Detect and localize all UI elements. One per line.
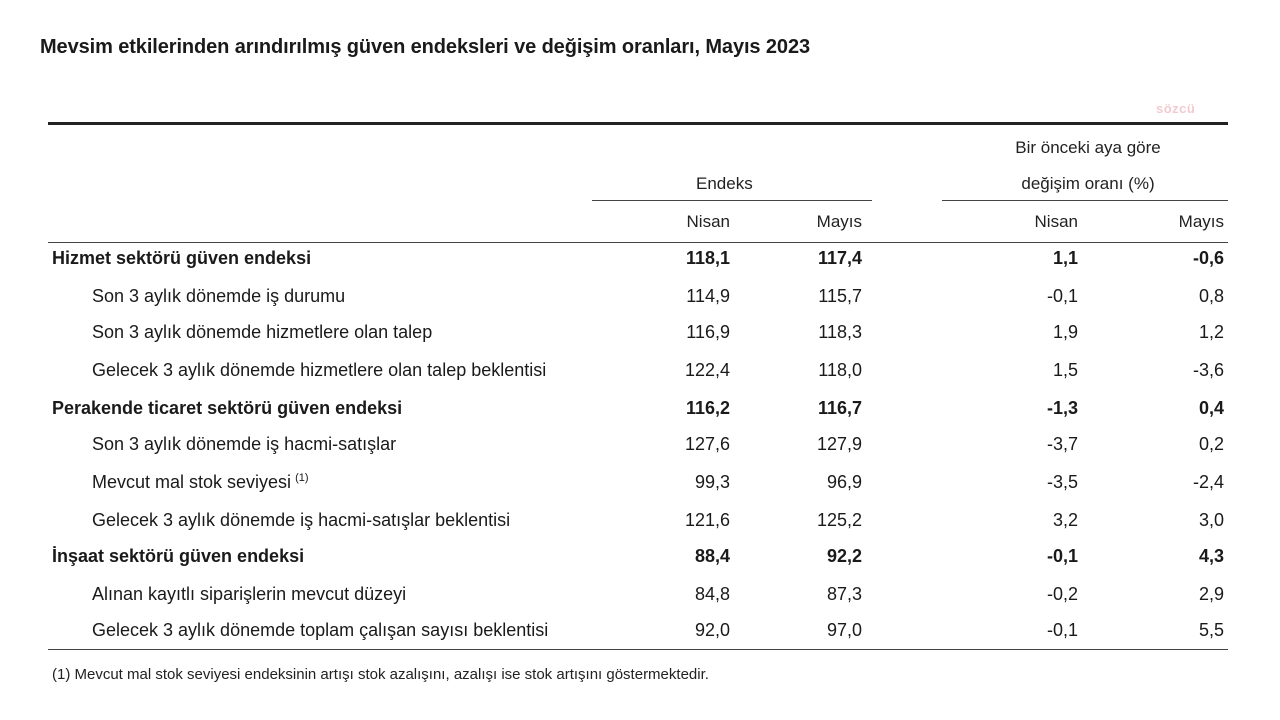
- cell-mayis: 125,2: [816, 510, 862, 530]
- table-top-rule: [48, 122, 1228, 125]
- cell-chg-mayis: 0,4: [1198, 398, 1224, 418]
- table-row: [0, 546, 1280, 584]
- row-label: Hizmet sektörü güven endeksi: [52, 248, 312, 268]
- cell-chg-mayis: -2,4: [1192, 472, 1224, 492]
- cell-nisan: 118,1: [685, 248, 730, 268]
- table-row: [0, 360, 1280, 398]
- cell-mayis: 118,0: [818, 360, 862, 380]
- cell-nisan: 121,6: [684, 510, 730, 530]
- row-label: Son 3 aylık dönemde iş hacmi-satışlar: [92, 434, 397, 454]
- header-change-line2: değişim oranı (%): [1021, 174, 1155, 193]
- watermark-logo: sözcü: [1156, 101, 1196, 116]
- cell-chg-nisan: -1,3: [1046, 398, 1078, 418]
- row-label: Alınan kayıtlı siparişlerin mevcut düzeyi: [92, 584, 407, 604]
- cell-nisan: 127,6: [684, 434, 730, 454]
- cell-mayis: 116,7: [817, 398, 862, 418]
- table-row: [0, 434, 1280, 472]
- header-bottom-rule: [48, 242, 1228, 243]
- cell-chg-nisan: -3,7: [1046, 434, 1078, 454]
- cell-mayis: 118,3: [818, 322, 862, 342]
- table-row: [0, 584, 1280, 622]
- cell-nisan: 116,2: [685, 398, 730, 418]
- cell-mayis: 97,0: [826, 620, 862, 640]
- footnote-marker: (1): [295, 472, 309, 484]
- cell-chg-nisan: -0,1: [1046, 546, 1078, 566]
- cell-chg-nisan: 1,1: [1052, 248, 1078, 268]
- change-group-rule: [942, 200, 1228, 201]
- cell-nisan: 114,9: [686, 286, 730, 306]
- row-label: Gelecek 3 aylık dönemde toplam çalışan sayısı beklentisi: [92, 620, 549, 640]
- cell-nisan: 122,4: [684, 360, 730, 380]
- header-col-chg-mayis: Mayıs: [1178, 212, 1224, 231]
- header-col-chg-nisan: Nisan: [1034, 212, 1078, 231]
- table-bottom-rule: [48, 649, 1228, 650]
- table-row: [0, 620, 1280, 658]
- row-label: [92, 472, 309, 493]
- cell-chg-mayis: 5,5: [1198, 620, 1224, 640]
- cell-chg-mayis: 1,2: [1198, 322, 1224, 342]
- cell-chg-nisan: -3,5: [1046, 472, 1078, 492]
- header-endeks: Endeks: [696, 174, 753, 193]
- header-col-nisan: Nisan: [686, 212, 730, 231]
- cell-nisan: 84,8: [694, 584, 730, 604]
- cell-chg-nisan: -0,1: [1046, 620, 1078, 640]
- cell-mayis: 117,4: [817, 248, 862, 268]
- row-label: İnşaat sektörü güven endeksi: [52, 546, 305, 566]
- cell-chg-nisan: -0,1: [1046, 286, 1078, 306]
- row-label-text: Mevcut mal stok seviyesi: [92, 472, 292, 492]
- header-change-line1: Bir önceki aya göre: [1015, 138, 1161, 157]
- cell-mayis: 87,3: [826, 584, 862, 604]
- cell-mayis: 92,2: [826, 546, 862, 566]
- cell-chg-nisan: -0,2: [1046, 584, 1078, 604]
- row-label: Gelecek 3 aylık dönemde iş hacmi-satışlar beklentisi: [92, 510, 511, 530]
- cell-chg-mayis: -3,6: [1192, 360, 1224, 380]
- cell-chg-mayis: 0,8: [1198, 286, 1224, 306]
- cell-chg-mayis: 2,9: [1198, 584, 1224, 604]
- cell-chg-mayis: -0,6: [1192, 248, 1224, 268]
- row-label: Perakende ticaret sektörü güven endeksi: [52, 398, 403, 418]
- table-row: [0, 322, 1280, 360]
- page-title: Mevsim etkilerinden arındırılmış güven endeksleri ve değişim oranları, Mayıs 2023: [40, 36, 811, 58]
- cell-mayis: 127,9: [816, 434, 862, 454]
- cell-chg-nisan: 3,2: [1052, 510, 1078, 530]
- cell-chg-mayis: 4,3: [1198, 546, 1224, 566]
- cell-nisan: 99,3: [694, 472, 730, 492]
- cell-chg-nisan: 1,9: [1052, 322, 1078, 342]
- table-row: [0, 472, 1280, 510]
- row-label: Son 3 aylık dönemde hizmetlere olan talep: [92, 322, 433, 342]
- row-label: Gelecek 3 aylık dönemde hizmetlere olan talep beklentisi: [92, 360, 547, 380]
- table-row: [0, 248, 1280, 286]
- cell-nisan: 116,9: [686, 322, 730, 342]
- table-row: [0, 510, 1280, 548]
- row-label: Son 3 aylık dönemde iş durumu: [92, 286, 346, 306]
- cell-mayis: 96,9: [826, 472, 862, 492]
- cell-chg-mayis: 0,2: [1198, 434, 1224, 454]
- cell-nisan: 88,4: [694, 546, 730, 566]
- cell-nisan: 92,0: [694, 620, 730, 640]
- header-col-mayis: Mayıs: [816, 212, 862, 231]
- cell-mayis: 115,7: [818, 286, 862, 306]
- cell-chg-mayis: 3,0: [1198, 510, 1224, 530]
- footnote: (1) Mevcut mal stok seviyesi endeksinin artışı stok azalışını, azalışı ise stok artışını göstermektedir.: [52, 666, 709, 683]
- table-row: [0, 398, 1280, 436]
- endeks-group-rule: [592, 200, 872, 201]
- cell-chg-nisan: 1,5: [1052, 360, 1078, 380]
- table-row: [0, 286, 1280, 324]
